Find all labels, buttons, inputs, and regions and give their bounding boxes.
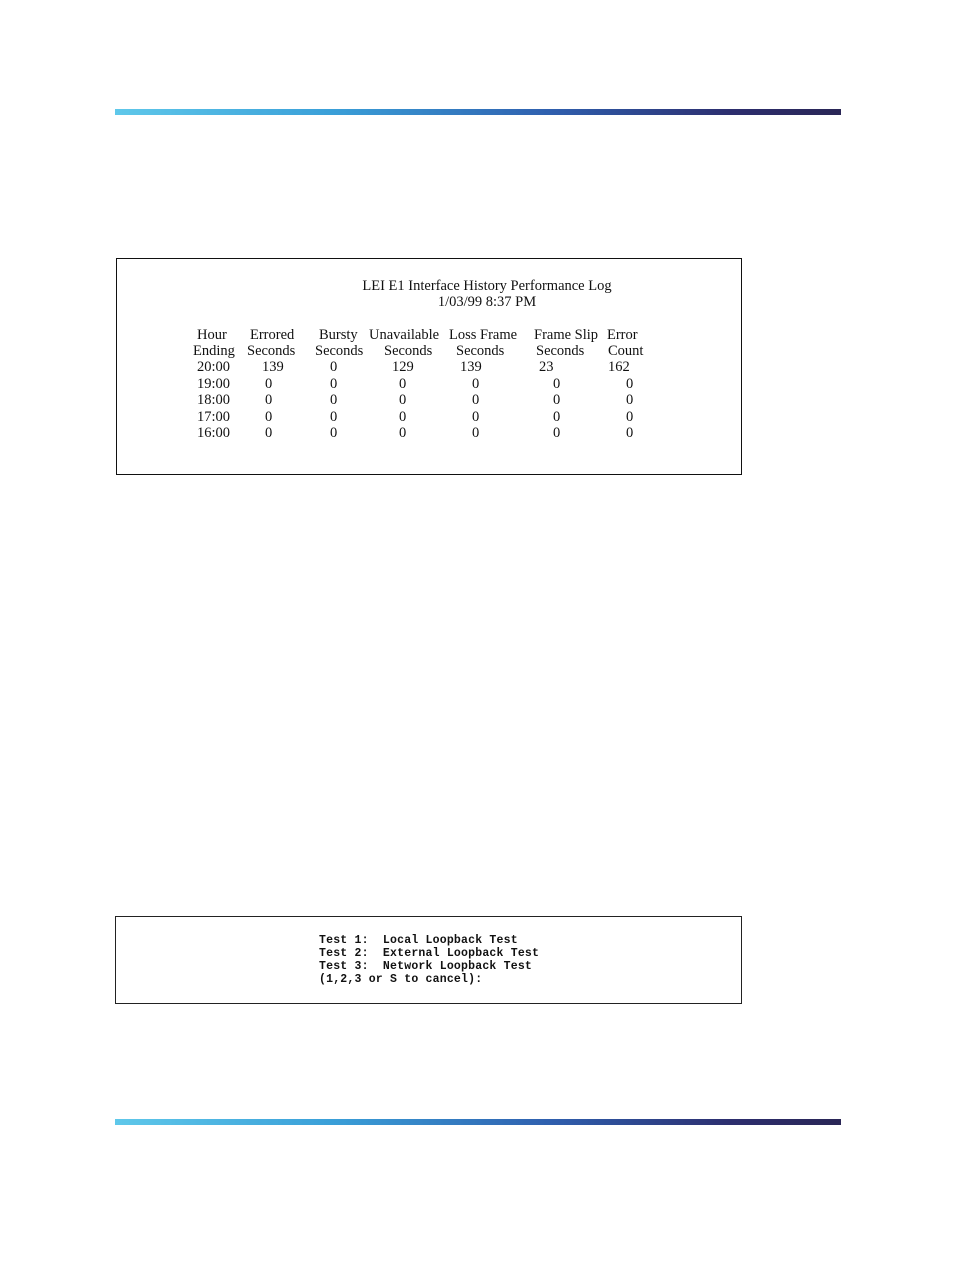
table-cell: 0 (553, 376, 561, 392)
test-option: Test 2: External Loopback Test (319, 947, 540, 960)
table-cell: 0 (265, 376, 273, 392)
table-cell: 0 (472, 376, 480, 392)
table-cell: 19:00 (197, 376, 231, 392)
table-cell: 0 (399, 409, 407, 425)
footer-rule (115, 1119, 841, 1125)
log-title: LEI E1 Interface History Performance Log (362, 278, 612, 294)
table-cell: 0 (330, 376, 338, 392)
table-cell: 0 (626, 425, 634, 441)
table-cell: 0 (399, 376, 407, 392)
table-cell: 23 (539, 359, 554, 375)
column-header: Seconds (315, 343, 364, 359)
table-cell: 0 (330, 359, 338, 375)
table-cell: 0 (399, 425, 407, 441)
table-cell: 139 (460, 359, 482, 375)
loopback-test-menu (115, 916, 742, 1004)
header-rule (115, 109, 841, 115)
table-cell: 0 (265, 392, 273, 408)
table-cell: 129 (392, 359, 414, 375)
table-cell: 0 (472, 409, 480, 425)
column-header: Ending (193, 343, 235, 359)
log-datetime: 1/03/99 8:37 PM (437, 294, 537, 310)
column-header: Loss Frame (449, 327, 518, 343)
table-cell: 0 (330, 409, 338, 425)
column-header: Error (607, 327, 638, 343)
table-cell: 0 (553, 409, 561, 425)
column-header: Unavailable (369, 327, 440, 343)
table-cell: 0 (330, 392, 338, 408)
column-header: Frame Slip (534, 327, 599, 343)
column-header: Seconds (247, 343, 296, 359)
table-cell: 0 (472, 392, 480, 408)
column-header: Hour (197, 327, 227, 343)
test-option: Test 3: Network Loopback Test (319, 960, 533, 973)
column-header: Errored (250, 327, 295, 343)
table-cell: 0 (265, 425, 273, 441)
table-cell: 0 (399, 392, 407, 408)
column-header: Seconds (456, 343, 505, 359)
table-cell: 139 (262, 359, 284, 375)
table-cell: 0 (626, 392, 634, 408)
table-cell: 16:00 (197, 425, 231, 441)
table-cell: 0 (265, 409, 273, 425)
performance-log-panel (116, 258, 742, 475)
table-cell: 17:00 (197, 409, 231, 425)
table-cell: 0 (626, 376, 634, 392)
table-cell: 0 (553, 392, 561, 408)
table-cell: 0 (553, 425, 561, 441)
table-cell: 162 (608, 359, 630, 375)
column-header: Seconds (384, 343, 433, 359)
column-header: Count (608, 343, 644, 359)
performance-table (117, 259, 741, 474)
test-option: Test 1: Local Loopback Test (319, 934, 518, 947)
table-cell: 20:00 (197, 359, 231, 375)
column-header: Seconds (536, 343, 585, 359)
column-header: Bursty (319, 327, 358, 343)
table-cell: 0 (330, 425, 338, 441)
table-cell: 18:00 (197, 392, 231, 408)
table-cell: 0 (626, 409, 634, 425)
test-prompt: (1,2,3 or S to cancel): (319, 973, 483, 986)
table-cell: 0 (472, 425, 480, 441)
